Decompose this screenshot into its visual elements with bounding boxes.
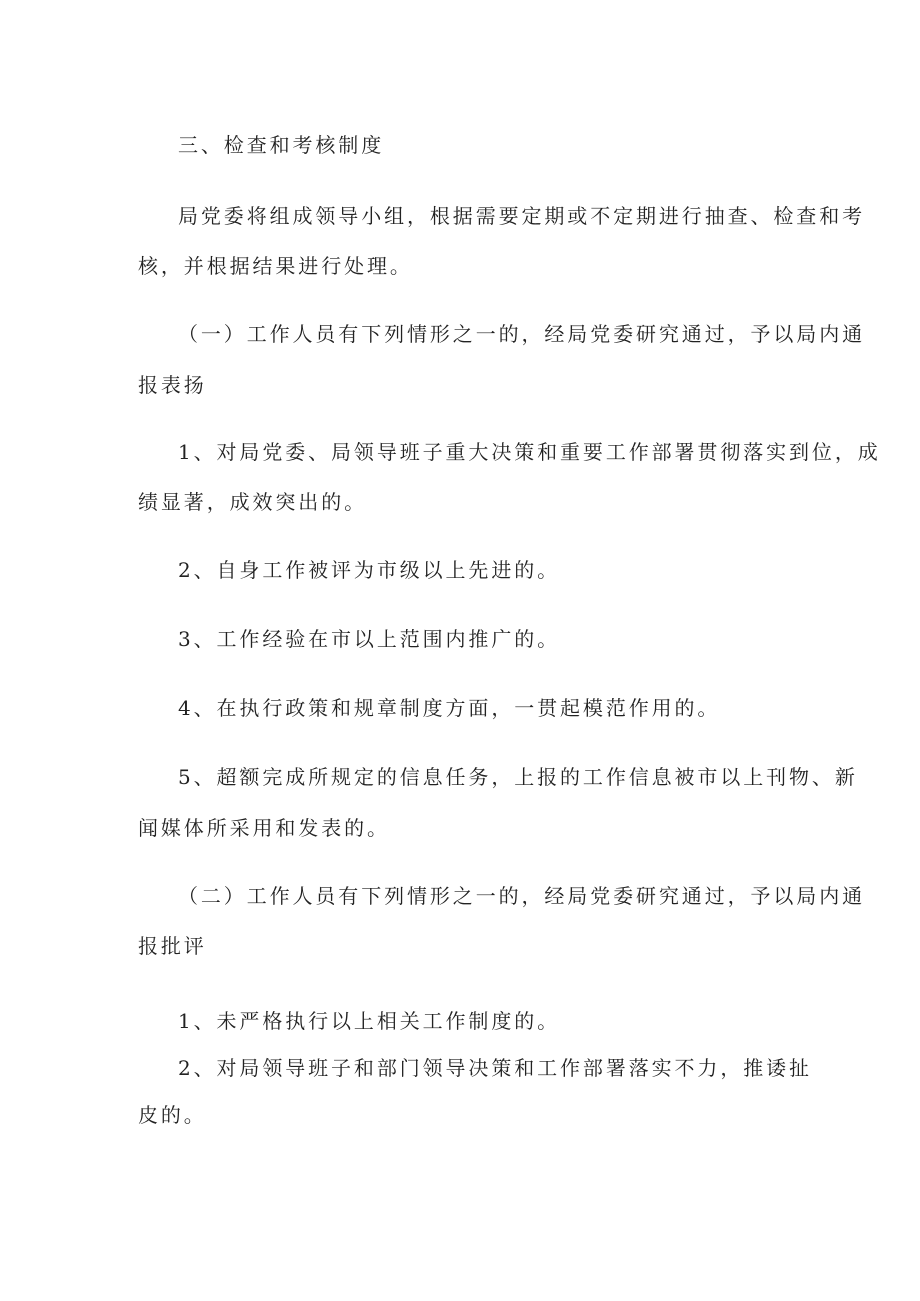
section-heading: 三、检查和考核制度 <box>178 133 385 157</box>
part1-item-5-line-2: 闻媒体所采用和发表的。 <box>138 816 390 840</box>
part2-item-2-line-2: 皮的。 <box>138 1103 207 1127</box>
intro-paragraph-line-1: 局党委将组成领导小组，根据需要定期或不定期进行抽查、检查和考 <box>178 204 865 228</box>
part1-heading-line-2: 报表扬 <box>138 373 207 397</box>
part1-item-1-line-1: 1、对局党委、局领导班子重大决策和重要工作部署贯彻落实到位，成 <box>178 440 881 464</box>
part1-item-5-line-1: 5、超额完成所规定的信息任务，上报的工作信息被市以上刊物、新 <box>178 765 858 789</box>
part1-item-2: 2、自身工作被评为市级以上先进的。 <box>178 558 561 582</box>
part2-item-1: 1、未严格执行以上相关工作制度的。 <box>178 1009 561 1033</box>
part2-heading-line-2: 报批评 <box>138 934 207 958</box>
part1-item-3: 3、工作经验在市以上范围内推广的。 <box>178 627 561 651</box>
part1-item-4: 4、在执行政策和规章制度方面，一贯起模范作用的。 <box>178 696 721 720</box>
part2-item-2-line-1: 2、对局领导班子和部门领导决策和工作部署落实不力，推诿扯 <box>178 1056 812 1080</box>
part1-item-1-line-2: 绩显著，成效突出的。 <box>138 490 367 514</box>
intro-paragraph-line-2: 核，并根据结果进行处理。 <box>138 254 413 278</box>
part2-heading-line-1: （二）工作人员有下列情形之一的，经局党委研究通过，予以局内通 <box>178 884 865 908</box>
part1-heading-line-1: （一）工作人员有下列情形之一的，经局党委研究通过，予以局内通 <box>178 322 865 346</box>
